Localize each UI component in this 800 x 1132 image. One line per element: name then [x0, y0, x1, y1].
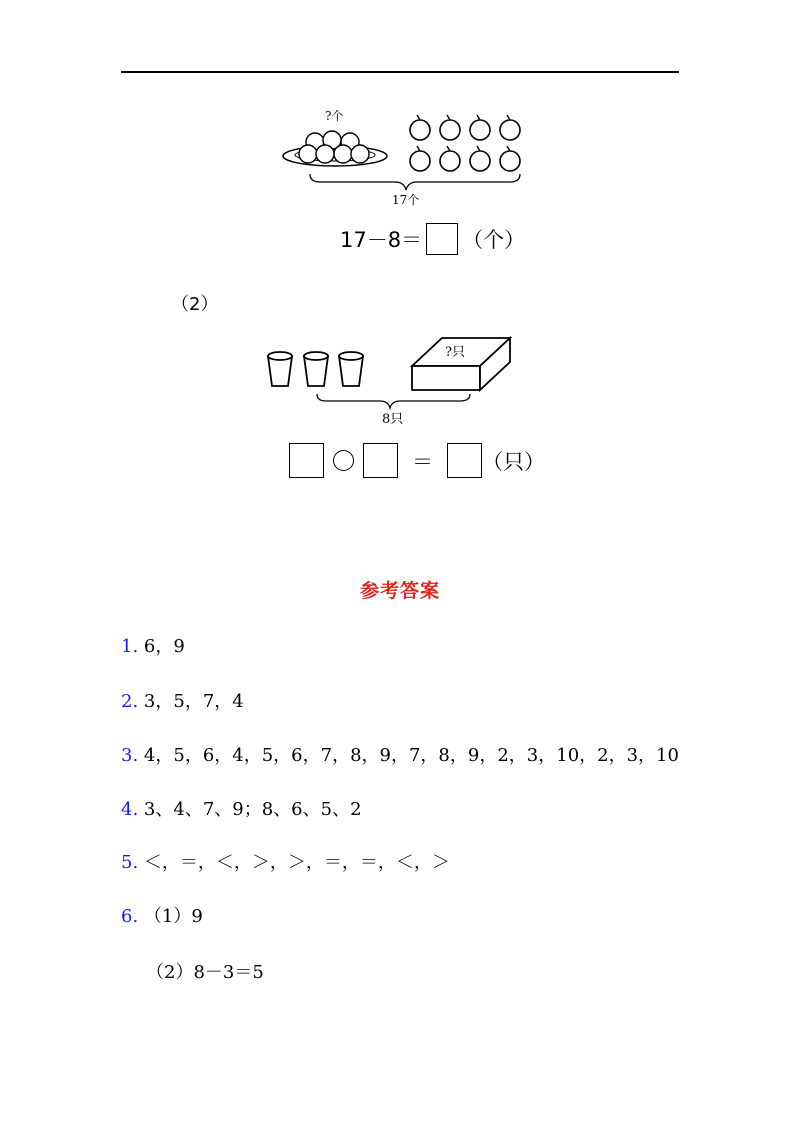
- total-brace: [310, 174, 520, 190]
- equals-sign: ＝: [412, 449, 433, 474]
- answer-text: （1）9: [138, 906, 203, 927]
- answer-number: 6.: [121, 906, 139, 927]
- answer-text: 3，5，7，4: [138, 691, 244, 712]
- answer-box-3[interactable]: [447, 443, 482, 478]
- answer-box[interactable]: [426, 223, 458, 255]
- answer-text: 4，5，6，4，5，6，7，8，9，7，8，9，2，3，10，2，3，10: [138, 745, 679, 766]
- cups-figure: [262, 334, 522, 429]
- equation-1-unit: （个）: [462, 228, 526, 252]
- answers-title: 参考答案: [359, 580, 440, 602]
- equation-1-lhs: 17－8＝: [340, 228, 423, 252]
- answer-item-6: [121, 902, 203, 928]
- apples-figure: [280, 108, 530, 208]
- answer-text: ＜，＝，＜，＞，＞，＝，＝，＜，＞: [138, 852, 450, 873]
- plate-count-label: ?个: [325, 109, 344, 123]
- answer-number: 2.: [121, 691, 139, 712]
- answer-number: 3.: [121, 745, 139, 766]
- total-count-label: 17个: [392, 193, 420, 207]
- equation-1: [340, 222, 525, 256]
- answer-box-2[interactable]: [363, 443, 398, 478]
- answer-item-5: [121, 848, 450, 874]
- answer-number: 4.: [121, 799, 139, 820]
- answer-number: 5.: [121, 852, 139, 873]
- answer-item-6-part-2: （2）8－3＝5: [146, 962, 264, 983]
- answer-item-3: [121, 741, 679, 767]
- total-brace-2: [317, 394, 470, 408]
- equation-2-unit: （只）: [482, 449, 545, 474]
- answer-text: 3、4、7、9；8、6、5、2: [138, 799, 362, 820]
- total-count-label-2: 8只: [382, 412, 404, 427]
- answer-item-4: [121, 795, 362, 821]
- header-rule: [121, 71, 679, 73]
- loose-apples: [410, 120, 520, 171]
- answer-number: 1.: [121, 636, 139, 657]
- box-count-label: ?只: [445, 345, 465, 360]
- equation-2: [289, 443, 545, 478]
- answer-box-1[interactable]: [289, 443, 324, 478]
- answer-text: 6，9: [138, 636, 185, 657]
- answer-item-2: [121, 687, 244, 713]
- answer-item-1: [121, 632, 185, 658]
- operator-circle[interactable]: [333, 450, 354, 471]
- cups: [268, 352, 363, 386]
- question-2-label: （2）: [171, 294, 219, 315]
